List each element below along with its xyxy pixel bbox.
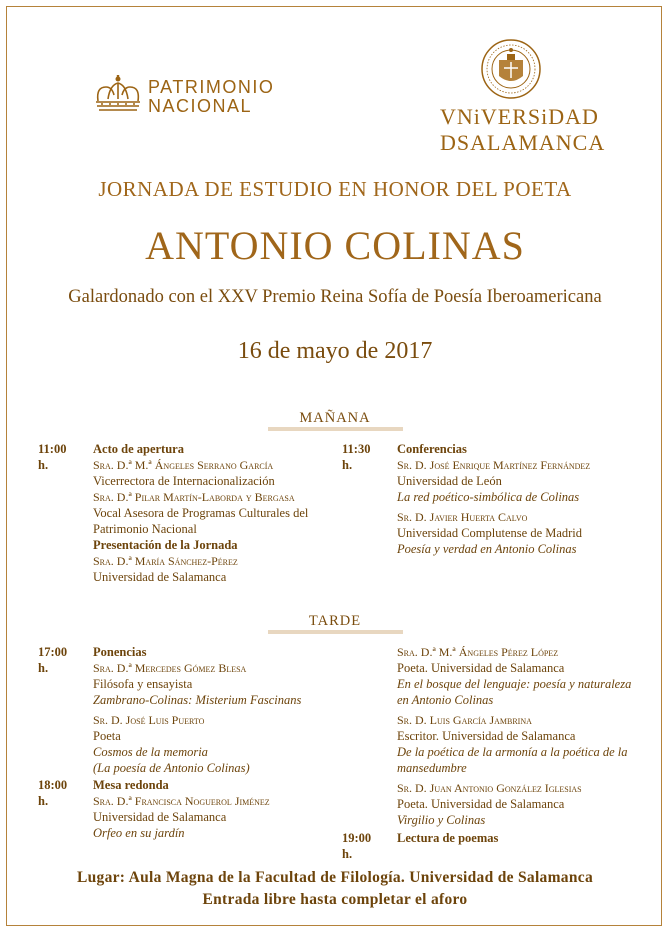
section-title-tarde: TARDE xyxy=(308,613,362,629)
speaker-affiliation: Vocal Asesora de Programas Culturales del xyxy=(93,506,309,520)
universidad-salamanca-logo-text xyxy=(440,104,606,156)
session-time: 19:00 h. xyxy=(342,831,372,861)
speaker-name: Sr. D. José Enrique Martínez Fernández xyxy=(397,458,591,472)
speaker-affiliation: Vicerrectora de Internacionalización xyxy=(93,474,275,488)
session-time: 18:00 h. xyxy=(38,778,68,808)
section-title-manana: MAÑANA xyxy=(299,410,371,426)
talk-title: Poesía y verdad en Antonio Colinas xyxy=(397,542,577,556)
speaker-affiliation: Escritor. Universidad de Salamanca xyxy=(397,729,576,743)
talk-title: Virgilio y Colinas xyxy=(397,813,486,827)
speaker-affiliation: Universidad Complutense de Madrid xyxy=(397,526,583,540)
session-entries xyxy=(397,830,498,846)
speaker-name: Sr. D. Javier Huerta Calvo xyxy=(397,510,528,524)
session-entries xyxy=(93,441,308,585)
session-entries xyxy=(397,644,631,828)
session-time: 11:00 h. xyxy=(38,442,67,472)
talk-title: Zambrano-Colinas: Misterium Fascinans xyxy=(93,693,302,707)
speaker-affiliation: Poeta xyxy=(93,729,121,743)
speaker-affiliation: Universidad de Salamanca xyxy=(93,570,227,584)
section-divider xyxy=(268,630,403,634)
speaker-name: Sra. D.ª M.ª Ángeles Serrano García xyxy=(93,458,274,472)
patrimonio-line2: NACIONAL xyxy=(148,96,253,116)
speaker-affiliation: Poeta. Universidad de Salamanca xyxy=(397,797,565,811)
talk-title: Orfeo en su jardín xyxy=(93,826,185,840)
venue-line: Lugar: Aula Magna de la Facultad de Filología. Universidad de Salamanca xyxy=(76,869,594,886)
event-date: 16 de mayo de 2017 xyxy=(237,338,433,364)
session-time: 17:00 h. xyxy=(38,645,68,675)
session-entries xyxy=(397,441,590,557)
talk-title: De la poética de la armonía a la poética de la xyxy=(397,745,628,759)
speaker-affiliation: Poeta. Universidad de Salamanca xyxy=(397,661,565,675)
talk-title: En el bosque del lenguaje: poesía y naturaleza xyxy=(397,677,632,691)
patrimonio-line1: PATRIMONIO xyxy=(148,77,275,97)
talk-title: Cosmos de la memoria xyxy=(93,745,208,759)
crown-icon xyxy=(92,75,144,118)
speaker-name: Sra. D.ª Mercedes Gómez Blesa xyxy=(93,661,247,675)
speaker-affiliation: Universidad de Salamanca xyxy=(93,810,227,824)
poet-name: ANTONIO COLINAS xyxy=(145,223,525,268)
session-time: 11:30 h. xyxy=(342,442,371,472)
universidad-line1: VNiVERSiDAD xyxy=(440,104,599,129)
session-label: Acto de apertura xyxy=(93,442,184,456)
speaker-name: Sr. D. Luis García Jambrina xyxy=(397,713,532,727)
talk-title: mansedumbre xyxy=(397,761,467,775)
talk-title: en Antonio Colinas xyxy=(397,693,494,707)
section-divider xyxy=(268,427,403,431)
speaker-affiliation: Filósofa y ensayista xyxy=(93,677,193,691)
patrimonio-nacional-logo-text xyxy=(148,78,274,116)
session-label: Ponencias xyxy=(93,645,147,659)
session-entries xyxy=(93,777,270,841)
event-pretitle: JORNADA DE ESTUDIO EN HONOR DEL POETA xyxy=(98,177,572,201)
talk-title: La red poético-simbólica de Colinas xyxy=(397,490,580,504)
session-label: Conferencias xyxy=(397,442,467,456)
session-label: Lectura de poemas xyxy=(397,831,499,845)
university-seal-icon xyxy=(477,38,545,105)
speaker-name: Sra. D.ª Francisca Noguerol Jiménez xyxy=(93,794,270,808)
speaker-affiliation: Patrimonio Nacional xyxy=(93,522,197,536)
universidad-line2: DSALAMANCA xyxy=(440,130,606,155)
admission-line: Entrada libre hasta completar el aforo xyxy=(202,891,468,908)
session-label: Presentación de la Jornada xyxy=(93,538,238,552)
speaker-name: Sra. D.ª M.ª Ángeles Pérez López xyxy=(397,645,559,659)
award-subtitle: Galardonado con el XXV Premio Reina Sofía de Poesía Iberoamericana xyxy=(68,287,602,307)
talk-title: (La poesía de Antonio Colinas) xyxy=(93,761,250,775)
speaker-name: Sr. D. Juan Antonio González Iglesias xyxy=(397,781,582,795)
speaker-name: Sra. D.ª María Sánchez-Pérez xyxy=(93,554,238,568)
session-entries xyxy=(93,644,301,776)
speaker-name: Sra. D.ª Pilar Martín-Laborda y Bergasa xyxy=(93,490,295,504)
speaker-affiliation: Universidad de León xyxy=(397,474,502,488)
session-label: Mesa redonda xyxy=(93,778,169,792)
speaker-name: Sr. D. José Luis Puerto xyxy=(93,713,205,727)
